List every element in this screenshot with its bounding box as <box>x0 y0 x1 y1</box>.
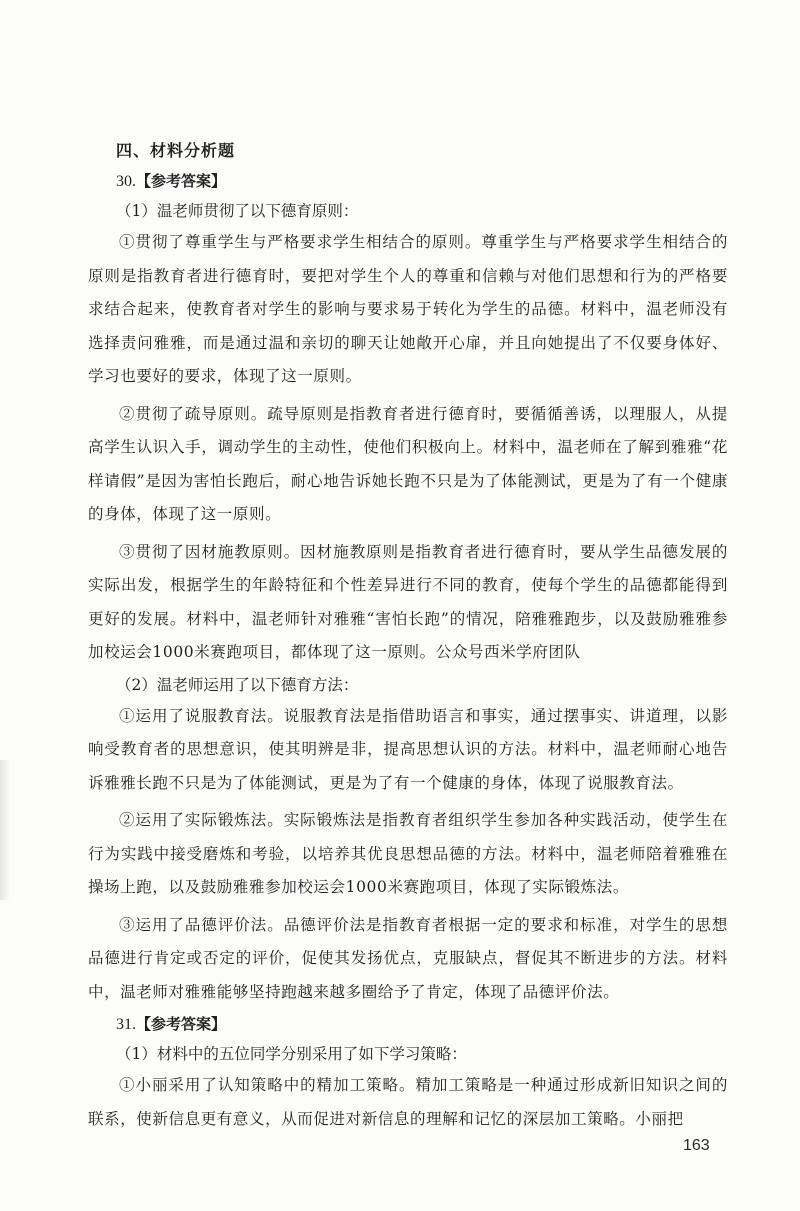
question-30-answer-label: 【参考答案】 <box>136 172 227 190</box>
question-30-part2-heading: （2）温老师运用了以下德育方法： <box>116 675 359 694</box>
question-30-part1-heading: （1）温老师贯彻了以下德育原则： <box>116 202 359 220</box>
question-31-part1-heading: （1）材料中的五位同学分别采用了如下学习策略： <box>116 1045 467 1063</box>
page-number: 163 <box>683 1137 710 1154</box>
question-31-heading <box>116 1009 728 1039</box>
question-30-heading <box>116 166 728 196</box>
q30-part1-paragraph-3: ③贯彻了因材施教原则。因材施教原则是指教育者进行德育时，要从学生品德发展的实际出发，根据学生的年龄特征和个性差异进行不同的教育，使每个学生的品德都能得到更好的发展。材料中，温老师针对雅雅“害怕长跑”的情况，陪雅雅跑步，以及鼓励雅雅参加校运会1000米赛跑项目，都体现了这一原则。公众号西米学府团队 <box>88 542 728 661</box>
question-31-answer-label: 【参考答案】 <box>136 1015 227 1033</box>
q30-part1-paragraph-1: ①贯彻了尊重学生与严格要求学生相结合的原则。尊重学生与严格要求学生相结合的原则是指教育者进行德育时，要把对学生个人的尊重和信赖与对他们思想和行为的严格要求结合起来，使教育者对学生的影响与要求易于转化为学生的品德。材料中，温老师没有选择责问雅雅，而是通过温和亲切的聊天让她敞开心扉，并且向她提出了不仅要身体好、学习也要好的要求，体现了这一原则。 <box>88 233 728 385</box>
question-30-number: 30. <box>116 173 136 190</box>
binding-shadow <box>0 760 10 900</box>
page-content <box>88 136 728 1136</box>
q30-part2-paragraph-1: ①运用了说服教育法。说服教育法是指借助语言和事实，通过摆事实、讲道理，以影响受教育者的思想意识，使其明辨是非，提高思想认识的方法。材料中，温老师耐心地告诉雅雅长跑不只是为了体能测试，更是为了有一个健康的身体，体现了说服教育法。 <box>88 706 728 792</box>
question-31-number: 31. <box>116 1016 136 1033</box>
q30-part2-paragraph-2: ②运用了实际锻炼法。实际锻炼法是指教育者组织学生参加各种实践活动，使学生在行为实践中接受磨炼和考验，以培养其优良思想品德的方法。材料中，温老师陪着雅雅在操场上跑，以及鼓励雅雅参加校运会1000米赛跑项目，体现了实际锻炼法。 <box>88 811 728 896</box>
section-title: 四、材料分析题 <box>116 141 236 160</box>
q31-part1-paragraph-1: ①小丽采用了认知策略中的精加工策略。精加工策略是一种通过形成新旧知识之间的联系，使新信息更有意义，从而促进对新信息的理解和记忆的深层加工策略。小丽把 <box>88 1076 728 1128</box>
q30-part2-paragraph-3: ③运用了品德评价法。品德评价法是指教育者根据一定的要求和标准，对学生的思想品德进行肯定或否定的评价，促使其发扬优点，克服缺点，督促其不断进步的方法。材料中，温老师对雅雅能够坚持跑越来越多圈给予了肯定，体现了品德评价法。 <box>88 915 728 1001</box>
q30-part1-paragraph-2: ②贯彻了疏导原则。疏导原则是指教育者进行德育时，要循循善诱，以理服人，从提高学生认识入手，调动学生的主动性，使他们积极向上。材料中，温老师在了解到雅雅“花样请假”是因为害怕长跑后，耐心地告诉她长跑不只是为了体能测试，更是为了有一个健康的身体，体现了这一原则。 <box>88 404 728 523</box>
